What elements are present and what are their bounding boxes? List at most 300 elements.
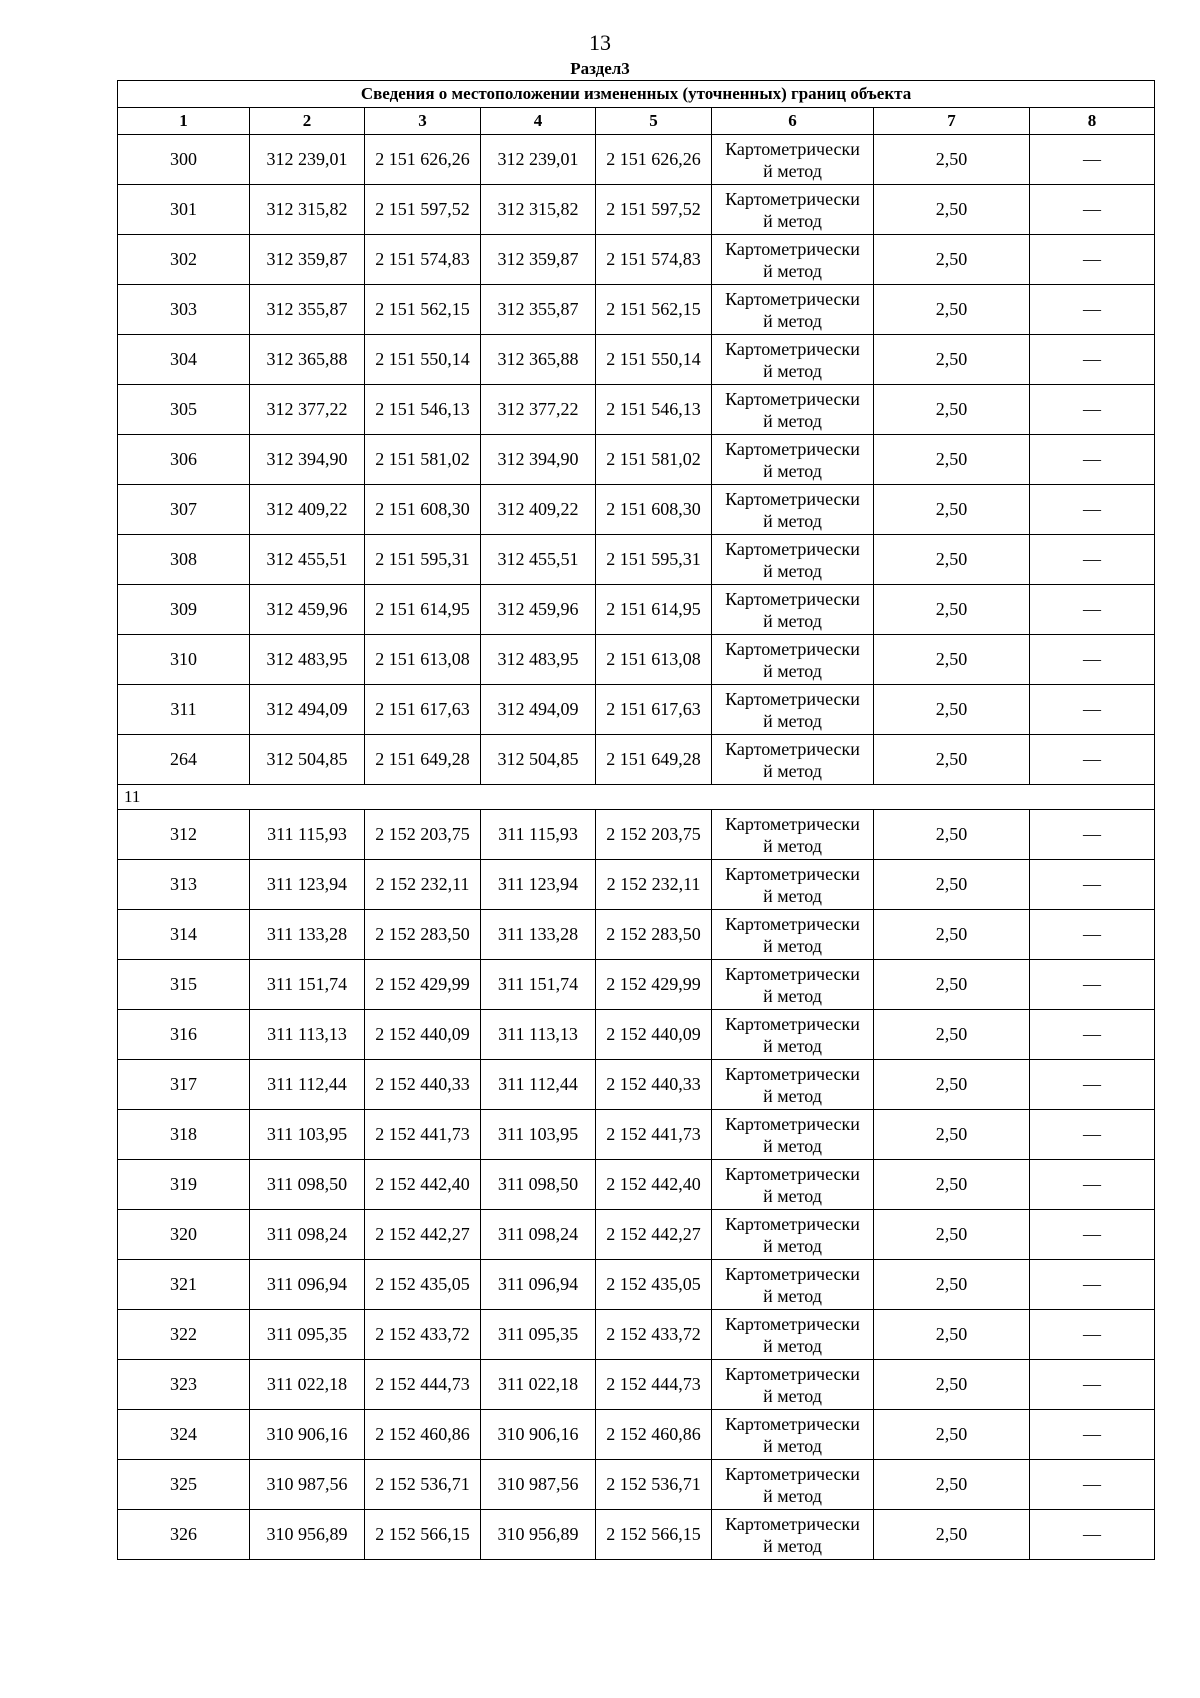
method-line: й метод [763,560,822,581]
description-cell: — [1030,685,1155,735]
method-line: Картометрически [725,1313,860,1334]
method-cell [712,485,874,535]
y-existing-cell: 2 152 536,71 [365,1460,481,1510]
method-line: й метод [763,210,822,231]
method-cell [712,960,874,1010]
x-existing-cell: 312 239,01 [250,135,365,185]
y-existing-cell: 2 152 442,40 [365,1160,481,1210]
y-new-cell: 2 152 440,09 [596,1010,712,1060]
x-new-cell: 311 098,24 [481,1210,596,1260]
column-number-row [118,108,1155,135]
method-line: й метод [763,510,822,531]
method-cell [712,1310,874,1360]
x-new-cell: 311 112,44 [481,1060,596,1110]
method-cell [712,1210,874,1260]
x-existing-cell: 310 956,89 [250,1510,365,1560]
x-existing-cell: 312 355,87 [250,285,365,335]
method-cell [712,735,874,785]
y-new-cell: 2 151 546,13 [596,385,712,435]
method-cell [712,1160,874,1210]
column-number: 8 [1030,108,1155,135]
y-existing-cell: 2 151 595,31 [365,535,481,585]
method-line: Картометрически [725,1263,860,1284]
point-number-cell: 308 [118,535,250,585]
method-line: Картометрически [725,1163,860,1184]
y-existing-cell: 2 152 232,11 [365,860,481,910]
method-cell [712,135,874,185]
y-existing-cell: 2 151 617,63 [365,685,481,735]
column-number: 3 [365,108,481,135]
method-cell [712,185,874,235]
point-number-cell: 321 [118,1260,250,1310]
description-cell: — [1030,135,1155,185]
method-line: й метод [763,985,822,1006]
table-row [118,585,1155,635]
point-number-cell: 319 [118,1160,250,1210]
precision-cell: 2,50 [874,910,1030,960]
x-new-cell: 311 115,93 [481,810,596,860]
table-row [118,1110,1155,1160]
description-cell: — [1030,735,1155,785]
description-cell: — [1030,1360,1155,1410]
method-cell [712,1510,874,1560]
precision-cell: 2,50 [874,185,1030,235]
description-cell: — [1030,285,1155,335]
y-new-cell: 2 152 203,75 [596,810,712,860]
precision-cell: 2,50 [874,485,1030,535]
table-row [118,335,1155,385]
y-new-cell: 2 152 232,11 [596,860,712,910]
y-existing-cell: 2 151 626,26 [365,135,481,185]
coordinates-table [117,80,1155,1560]
description-cell: — [1030,910,1155,960]
y-new-cell: 2 151 608,30 [596,485,712,535]
section-title: Раздел3 [570,59,630,78]
precision-cell: 2,50 [874,685,1030,735]
y-new-cell: 2 152 444,73 [596,1360,712,1410]
x-new-cell: 311 151,74 [481,960,596,1010]
column-number: 1 [118,108,250,135]
point-number-cell: 303 [118,285,250,335]
precision-cell: 2,50 [874,1010,1030,1060]
x-existing-cell: 311 096,94 [250,1260,365,1310]
method-line: й метод [763,1485,822,1506]
x-existing-cell: 312 377,22 [250,385,365,435]
x-new-cell: 312 377,22 [481,385,596,435]
table-row [118,960,1155,1010]
precision-cell: 2,50 [874,1260,1030,1310]
method-cell [712,1410,874,1460]
table-row [118,1410,1155,1460]
y-new-cell: 2 152 441,73 [596,1110,712,1160]
method-cell [712,235,874,285]
method-line: Картометрически [725,238,860,259]
point-number-cell: 310 [118,635,250,685]
description-cell: — [1030,635,1155,685]
x-existing-cell: 311 115,93 [250,810,365,860]
precision-cell: 2,50 [874,1210,1030,1260]
y-new-cell: 2 151 550,14 [596,335,712,385]
method-line: й метод [763,1385,822,1406]
point-number-cell: 317 [118,1060,250,1110]
method-line: Картометрически [725,438,860,459]
y-new-cell: 2 152 429,99 [596,960,712,1010]
precision-cell: 2,50 [874,1110,1030,1160]
description-cell: — [1030,860,1155,910]
method-cell [712,1360,874,1410]
description-cell: — [1030,185,1155,235]
y-new-cell: 2 151 597,52 [596,185,712,235]
y-existing-cell: 2 152 440,09 [365,1010,481,1060]
method-line: й метод [763,610,822,631]
x-existing-cell: 311 113,13 [250,1010,365,1060]
method-line: Картометрически [725,1363,860,1384]
x-existing-cell: 312 315,82 [250,185,365,235]
x-existing-cell: 312 483,95 [250,635,365,685]
table-row [118,285,1155,335]
method-line: й метод [763,310,822,331]
method-line: Картометрически [725,738,860,759]
method-line: Картометрически [725,638,860,659]
point-number-cell: 318 [118,1110,250,1160]
point-number-cell: 320 [118,1210,250,1260]
description-cell: — [1030,435,1155,485]
table-row [118,485,1155,535]
x-new-cell: 312 504,85 [481,735,596,785]
x-existing-cell: 311 095,35 [250,1310,365,1360]
precision-cell: 2,50 [874,385,1030,435]
precision-cell: 2,50 [874,535,1030,585]
x-new-cell: 312 459,96 [481,585,596,635]
description-cell: — [1030,335,1155,385]
x-new-cell: 312 355,87 [481,285,596,335]
method-line: й метод [763,835,822,856]
method-line: Картометрически [725,688,860,709]
page-number: 13 [589,30,611,55]
description-cell: — [1030,1510,1155,1560]
x-new-cell: 311 133,28 [481,910,596,960]
y-new-cell: 2 152 442,40 [596,1160,712,1210]
method-line: Картометрически [725,1463,860,1484]
point-number-cell: 301 [118,185,250,235]
precision-cell: 2,50 [874,585,1030,635]
x-new-cell: 312 365,88 [481,335,596,385]
method-line: й метод [763,360,822,381]
method-line: й метод [763,160,822,181]
point-number-cell: 305 [118,385,250,435]
x-new-cell: 311 098,50 [481,1160,596,1210]
x-existing-cell: 311 123,94 [250,860,365,910]
y-existing-cell: 2 152 566,15 [365,1510,481,1560]
method-line: Картометрически [725,338,860,359]
column-number: 2 [250,108,365,135]
y-existing-cell: 2 152 440,33 [365,1060,481,1110]
x-new-cell: 312 494,09 [481,685,596,735]
x-new-cell: 311 096,94 [481,1260,596,1310]
x-new-cell: 311 095,35 [481,1310,596,1360]
x-existing-cell: 312 459,96 [250,585,365,635]
method-line: Картометрически [725,588,860,609]
precision-cell: 2,50 [874,1510,1030,1560]
column-number: 6 [712,108,874,135]
y-existing-cell: 2 152 435,05 [365,1260,481,1310]
method-cell [712,1060,874,1110]
method-cell [712,385,874,435]
method-cell [712,1260,874,1310]
description-cell: — [1030,1310,1155,1360]
point-number-cell: 322 [118,1310,250,1360]
point-number-cell: 323 [118,1360,250,1410]
point-number-cell: 309 [118,585,250,635]
point-number-cell: 307 [118,485,250,535]
precision-cell: 2,50 [874,1060,1030,1110]
precision-cell: 2,50 [874,860,1030,910]
x-new-cell: 312 315,82 [481,185,596,235]
method-line: Картометрически [725,1113,860,1134]
description-cell: — [1030,385,1155,435]
method-line: Картометрически [725,488,860,509]
method-line: й метод [763,260,822,281]
method-line: й метод [763,1535,822,1556]
point-number-cell: 313 [118,860,250,910]
description-cell: — [1030,1410,1155,1460]
table-row [118,1210,1155,1260]
table-body [118,135,1155,1560]
y-existing-cell: 2 151 608,30 [365,485,481,535]
y-new-cell: 2 151 581,02 [596,435,712,485]
y-new-cell: 2 151 649,28 [596,735,712,785]
point-number-cell: 324 [118,1410,250,1460]
contour-label: 11 [118,785,1155,810]
y-new-cell: 2 151 613,08 [596,635,712,685]
method-cell [712,1460,874,1510]
y-existing-cell: 2 151 574,83 [365,235,481,285]
point-number-cell: 300 [118,135,250,185]
method-cell [712,910,874,960]
description-cell: — [1030,485,1155,535]
point-number-cell: 302 [118,235,250,285]
precision-cell: 2,50 [874,285,1030,335]
x-existing-cell: 312 394,90 [250,435,365,485]
precision-cell: 2,50 [874,1410,1030,1460]
method-line: Картометрически [725,1213,860,1234]
y-existing-cell: 2 152 203,75 [365,810,481,860]
y-existing-cell: 2 151 649,28 [365,735,481,785]
x-existing-cell: 311 022,18 [250,1360,365,1410]
precision-cell: 2,50 [874,1360,1030,1410]
column-number: 7 [874,108,1030,135]
point-number-cell: 306 [118,435,250,485]
y-existing-cell: 2 151 562,15 [365,285,481,335]
description-cell: — [1030,585,1155,635]
y-new-cell: 2 152 435,05 [596,1260,712,1310]
description-cell: — [1030,1210,1155,1260]
method-line: й метод [763,1435,822,1456]
x-new-cell: 310 956,89 [481,1510,596,1560]
x-existing-cell: 312 409,22 [250,485,365,535]
table-row [118,685,1155,735]
x-new-cell: 311 022,18 [481,1360,596,1410]
method-line: й метод [763,1085,822,1106]
x-new-cell: 310 906,16 [481,1410,596,1460]
method-cell [712,1010,874,1060]
x-existing-cell: 312 504,85 [250,735,365,785]
table-row [118,185,1155,235]
y-existing-cell: 2 151 614,95 [365,585,481,635]
table-row [118,1060,1155,1110]
table-row [118,1260,1155,1310]
method-line: Картометрически [725,388,860,409]
y-existing-cell: 2 151 613,08 [365,635,481,685]
y-new-cell: 2 151 574,83 [596,235,712,285]
method-line: Картометрически [725,1513,860,1534]
y-new-cell: 2 152 433,72 [596,1310,712,1360]
table-caption: Сведения о местоположении измененных (уточненных) границ объекта [118,81,1155,108]
x-new-cell: 312 239,01 [481,135,596,185]
method-line: Картометрически [725,1063,860,1084]
description-cell: — [1030,535,1155,585]
method-line: Картометрически [725,538,860,559]
method-line: й метод [763,410,822,431]
y-new-cell: 2 151 562,15 [596,285,712,335]
y-new-cell: 2 151 595,31 [596,535,712,585]
precision-cell: 2,50 [874,335,1030,385]
x-existing-cell: 311 098,50 [250,1160,365,1210]
method-cell [712,335,874,385]
table-row [118,235,1155,285]
method-cell [712,635,874,685]
table-row [118,1360,1155,1410]
x-new-cell: 312 455,51 [481,535,596,585]
method-cell [712,685,874,735]
table-row [118,860,1155,910]
description-cell: — [1030,1060,1155,1110]
table-row [118,1460,1155,1510]
description-cell: — [1030,1460,1155,1510]
y-new-cell: 2 152 566,15 [596,1510,712,1560]
y-new-cell: 2 152 440,33 [596,1060,712,1110]
table-caption-row [118,81,1155,108]
x-new-cell: 311 123,94 [481,860,596,910]
x-new-cell: 311 113,13 [481,1010,596,1060]
precision-cell: 2,50 [874,1160,1030,1210]
description-cell: — [1030,235,1155,285]
method-line: Картометрически [725,1413,860,1434]
y-existing-cell: 2 152 444,73 [365,1360,481,1410]
x-new-cell: 312 409,22 [481,485,596,535]
x-existing-cell: 312 455,51 [250,535,365,585]
description-cell: — [1030,1260,1155,1310]
x-existing-cell: 310 906,16 [250,1410,365,1460]
x-new-cell: 312 483,95 [481,635,596,685]
x-existing-cell: 310 987,56 [250,1460,365,1510]
y-existing-cell: 2 152 429,99 [365,960,481,1010]
column-number: 5 [596,108,712,135]
method-line: й метод [763,660,822,681]
x-new-cell: 310 987,56 [481,1460,596,1510]
y-new-cell: 2 152 442,27 [596,1210,712,1260]
point-number-cell: 314 [118,910,250,960]
precision-cell: 2,50 [874,435,1030,485]
method-line: й метод [763,1285,822,1306]
precision-cell: 2,50 [874,135,1030,185]
precision-cell: 2,50 [874,735,1030,785]
precision-cell: 2,50 [874,635,1030,685]
description-cell: — [1030,1160,1155,1210]
method-line: й метод [763,1335,822,1356]
y-new-cell: 2 151 617,63 [596,685,712,735]
x-existing-cell: 311 133,28 [250,910,365,960]
description-cell: — [1030,1010,1155,1060]
x-existing-cell: 312 494,09 [250,685,365,735]
method-line: Картометрически [725,288,860,309]
column-number: 4 [481,108,596,135]
description-cell: — [1030,810,1155,860]
y-new-cell: 2 152 460,86 [596,1410,712,1460]
y-new-cell: 2 151 614,95 [596,585,712,635]
y-existing-cell: 2 152 442,27 [365,1210,481,1260]
y-existing-cell: 2 152 441,73 [365,1110,481,1160]
table-row [118,635,1155,685]
table-row [118,1510,1155,1560]
method-line: Картометрически [725,138,860,159]
y-new-cell: 2 152 283,50 [596,910,712,960]
method-cell [712,535,874,585]
table-row [118,810,1155,860]
method-cell [712,285,874,335]
contour-label-row [118,785,1155,810]
precision-cell: 2,50 [874,1310,1030,1360]
point-number-cell: 264 [118,735,250,785]
method-line: Картометрически [725,188,860,209]
table-row [118,435,1155,485]
precision-cell: 2,50 [874,960,1030,1010]
y-new-cell: 2 151 626,26 [596,135,712,185]
x-existing-cell: 311 103,95 [250,1110,365,1160]
method-cell [712,585,874,635]
method-cell [712,860,874,910]
y-existing-cell: 2 151 546,13 [365,385,481,435]
method-cell [712,1110,874,1160]
description-cell: — [1030,960,1155,1010]
table-row [118,1010,1155,1060]
method-line: й метод [763,710,822,731]
method-line: Картометрически [725,813,860,834]
point-number-cell: 304 [118,335,250,385]
y-existing-cell: 2 152 460,86 [365,1410,481,1460]
method-line: й метод [763,935,822,956]
table-row [118,135,1155,185]
precision-cell: 2,50 [874,1460,1030,1510]
table-row [118,910,1155,960]
method-line: Картометрически [725,863,860,884]
method-cell [712,810,874,860]
method-line: Картометрически [725,1013,860,1034]
y-existing-cell: 2 151 581,02 [365,435,481,485]
method-cell [712,435,874,485]
precision-cell: 2,50 [874,810,1030,860]
y-existing-cell: 2 151 550,14 [365,335,481,385]
x-existing-cell: 311 112,44 [250,1060,365,1110]
point-number-cell: 311 [118,685,250,735]
point-number-cell: 326 [118,1510,250,1560]
point-number-cell: 312 [118,810,250,860]
point-number-cell: 325 [118,1460,250,1510]
method-line: й метод [763,885,822,906]
y-existing-cell: 2 152 283,50 [365,910,481,960]
x-existing-cell: 312 359,87 [250,235,365,285]
x-existing-cell: 312 365,88 [250,335,365,385]
